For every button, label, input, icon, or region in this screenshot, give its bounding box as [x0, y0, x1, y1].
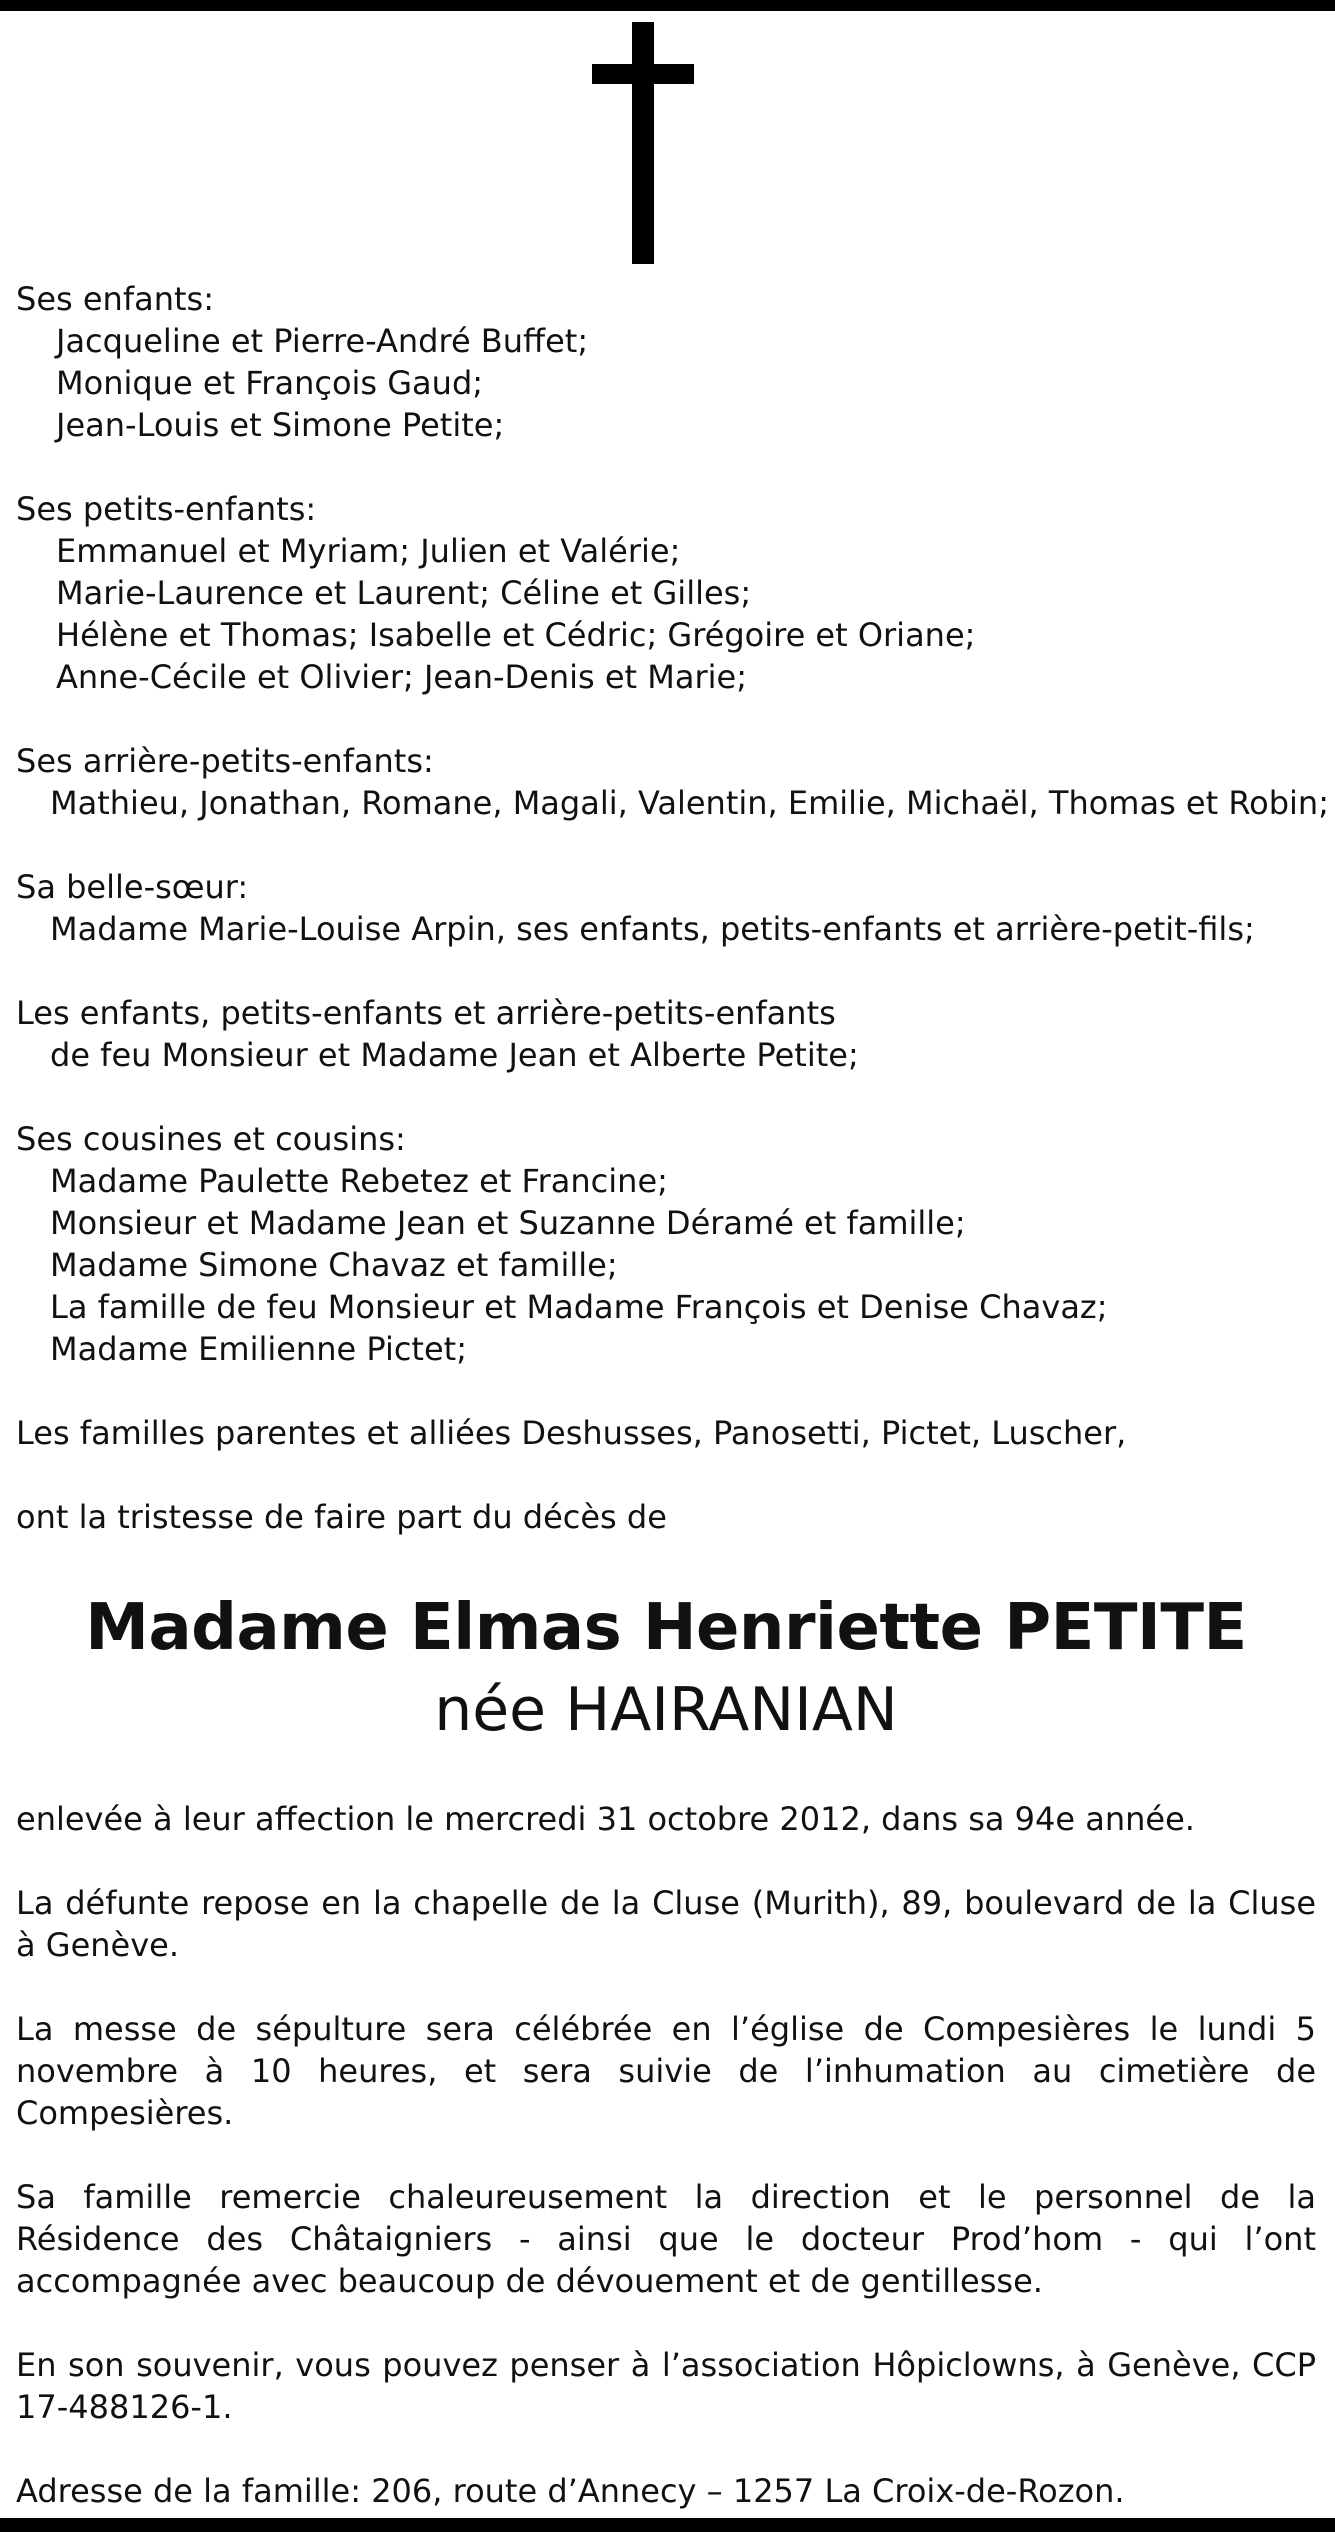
cousins-item: Madame Simone Chavaz et famille;	[50, 1246, 618, 1284]
death-date-paragraph: enlevée à leur affection le mercredi 31 octobre 2012, dans sa 94e année.	[16, 1800, 1195, 1838]
children-heading: Ses enfants:	[16, 280, 214, 318]
deceased-name: Madame Elmas Henriette PETITE	[85, 1591, 1247, 1665]
sister-in-law-section	[16, 866, 1316, 950]
grandchildren-heading: Ses petits-enfants:	[16, 490, 317, 528]
related-families: Les familles parentes et alliées Deshusses, Panosetti, Pictet, Luscher,	[16, 1414, 1127, 1452]
sister-in-law-item: Madame Marie-Louise Arpin, ses enfants, petits-enfants et arrière-petit-fils;	[50, 910, 1255, 948]
top-border	[0, 0, 1335, 11]
sister-in-law-heading: Sa belle-sœur:	[16, 868, 249, 906]
grandchildren-item: Emmanuel et Myriam; Julien et Valérie;	[56, 532, 681, 570]
grandchildren-item: Hélène et Thomas; Isabelle et Cédric; Grégoire et Oriane;	[56, 616, 976, 654]
announcement: ont la tristesse de faire part du décès de	[16, 1498, 667, 1536]
children-item: Monique et François Gaud;	[56, 364, 484, 402]
cousins-item: Madame Emilienne Pictet;	[50, 1330, 467, 1368]
viewing-paragraph: La défunte repose en la chapelle de la Cluse (Murith), 89, boulevard de la Cluse à Genève.	[16, 1884, 1316, 1964]
deceased-maiden-name: née HAIRANIAN	[434, 1675, 898, 1745]
grandchildren-item: Anne-Cécile et Olivier; Jean-Denis et Marie;	[56, 658, 747, 696]
late-family-section	[16, 992, 1316, 1076]
great-grandchildren-section	[16, 740, 1329, 824]
cousins-item: La famille de feu Monsieur et Madame François et Denise Chavaz;	[50, 1288, 1108, 1326]
children-section	[16, 278, 1316, 446]
great-grandchildren-item: Mathieu, Jonathan, Romane, Magali, Valentin, Emilie, Michaël, Thomas et Robin;	[50, 784, 1329, 822]
obituary-content	[16, 278, 1329, 2512]
bottom-border	[0, 2518, 1335, 2532]
cousins-item: Monsieur et Madame Jean et Suzanne Déramé et famille;	[50, 1204, 966, 1242]
late-family-item: de feu Monsieur et Madame Jean et Alberte Petite;	[50, 1036, 859, 1074]
cousins-item: Madame Paulette Rebetez et Francine;	[50, 1162, 668, 1200]
great-grandchildren-heading: Ses arrière-petits-enfants:	[16, 742, 434, 780]
grandchildren-item: Marie-Laurence et Laurent; Céline et Gilles;	[56, 574, 752, 612]
deceased-name-block	[16, 1586, 1316, 1750]
cousins-section	[16, 1118, 1316, 1370]
cousins-heading: Ses cousines et cousins:	[16, 1120, 406, 1158]
funeral-mass-paragraph: La messe de sépulture sera célébrée en l’église de Compesières le lundi 5 novembre à 10 heures, et sera suivie de l’inhumation au cimetière de Compesières.	[16, 2010, 1316, 2132]
thanks-paragraph: Sa famille remercie chaleureusement la direction et le personnel de la Résidence des Châtaigniers - ainsi que le docteur Prod’hom - qui l’ont accompagnée avec beaucoup de dévouement et de gentillesse.	[16, 2178, 1316, 2300]
cross-horizontal-bar	[592, 64, 694, 84]
cross-vertical-bar	[632, 22, 654, 264]
family-address: Adresse de la famille: 206, route d’Annecy – 1257 La Croix-de-Rozon.	[16, 2472, 1125, 2510]
children-item: Jean-Louis et Simone Petite;	[56, 406, 505, 444]
donation-paragraph: En son souvenir, vous pouvez penser à l’association Hôpiclowns, à Genève, CCP 17-488126-1.	[16, 2346, 1316, 2426]
late-family-heading: Les enfants, petits-enfants et arrière-petits-enfants	[16, 994, 836, 1032]
grandchildren-section	[16, 488, 1316, 698]
children-item: Jacqueline et Pierre-André Buffet;	[56, 322, 589, 360]
